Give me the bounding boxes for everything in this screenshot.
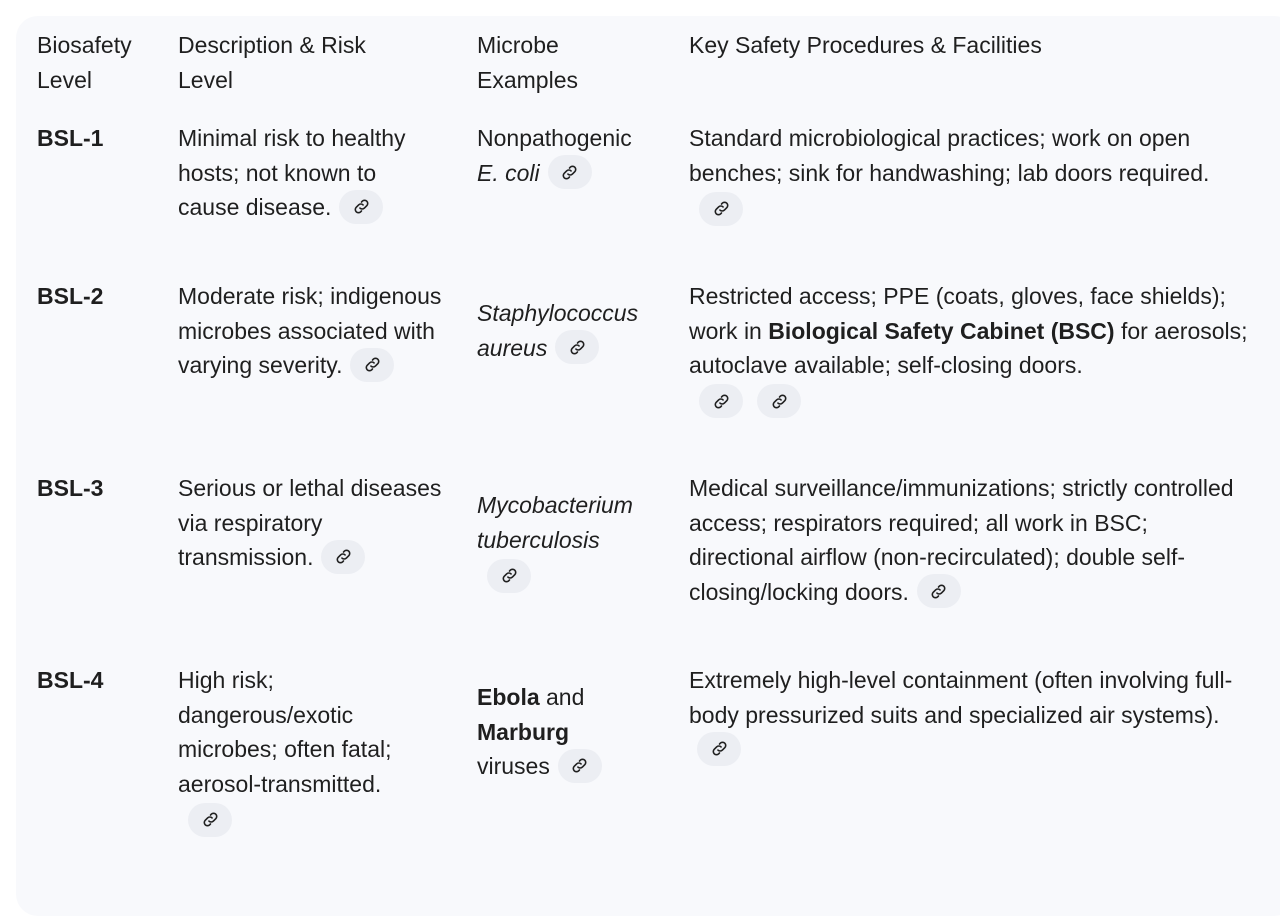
table-row — [37, 663, 1277, 863]
microbe-cell: Staphylococcus aureus — [477, 279, 689, 471]
table-row — [37, 121, 1277, 279]
table-row — [37, 471, 1277, 663]
level-cell: BSL-1 — [37, 125, 104, 151]
level-cell: BSL-3 — [37, 475, 104, 501]
link-icon — [710, 739, 729, 758]
source-link-button[interactable] — [699, 384, 743, 418]
table-row — [37, 279, 1277, 471]
link-icon — [363, 355, 382, 374]
microbe-cell: Mycobacterium tuberculosis — [477, 471, 689, 663]
link-icon — [712, 199, 731, 218]
biosafety-table — [37, 16, 1277, 863]
source-link-button[interactable] — [558, 749, 602, 783]
link-icon — [570, 756, 589, 775]
biosafety-table-card — [16, 16, 1280, 916]
level-cell: BSL-2 — [37, 283, 104, 309]
microbe-cell: Ebola and Marburg viruses — [477, 663, 689, 863]
microbe-cell: Nonpathogenic E. coli — [477, 121, 689, 279]
description-cell: Moderate risk; indigenous microbes associated with varying severity. — [178, 279, 477, 471]
procedures-cell: Medical surveillance/immunizations; strictly controlled access; respirators required; all work in BSC; directional airflow (non-recirculated); double self-closing/locking doors. — [689, 471, 1277, 663]
header-procedures: Key Safety Procedures & Facilities — [689, 32, 1042, 58]
source-link-button[interactable] — [350, 348, 394, 382]
source-link-button[interactable] — [339, 190, 383, 224]
link-icon — [334, 547, 353, 566]
link-icon — [568, 338, 587, 357]
description-cell: Serious or lethal diseases via respiratory transmission. — [178, 471, 477, 663]
header-microbe-examples: Microbe Examples — [477, 32, 578, 93]
source-link-button[interactable] — [697, 732, 741, 766]
source-link-button[interactable] — [321, 540, 365, 574]
header-biosafety-level: Biosafety Level — [37, 32, 132, 93]
source-link-button[interactable] — [555, 330, 599, 364]
source-link-button[interactable] — [699, 192, 743, 226]
link-icon — [560, 163, 579, 182]
description-cell: Minimal risk to healthy hosts; not known to cause disease. — [178, 121, 477, 279]
link-icon — [929, 582, 948, 601]
header-description: Description & Risk Level — [178, 32, 366, 93]
procedures-cell: Standard microbiological practices; work on open benches; sink for handwashing; lab doors required. — [689, 121, 1277, 279]
source-link-button[interactable] — [188, 803, 232, 837]
level-cell: BSL-4 — [37, 667, 104, 693]
link-icon — [770, 392, 789, 411]
link-icon — [712, 392, 731, 411]
link-icon — [352, 197, 371, 216]
procedures-cell: Restricted access; PPE (coats, gloves, face shields); work in Biological Safety Cabinet (BSC) for aerosols; autoclave available; self-closing doors. — [689, 279, 1277, 471]
table-header-row — [37, 16, 1277, 121]
source-link-button[interactable] — [548, 155, 592, 189]
source-link-button[interactable] — [917, 574, 961, 608]
description-cell: High risk; dangerous/exotic microbes; often fatal; aerosol-transmitted. — [178, 663, 477, 863]
procedures-cell: Extremely high-level containment (often involving full-body pressurized suits and specialized air systems). — [689, 663, 1277, 863]
source-link-button[interactable] — [487, 559, 531, 593]
link-icon — [500, 566, 519, 585]
link-icon — [201, 810, 220, 829]
source-link-button[interactable] — [757, 384, 801, 418]
